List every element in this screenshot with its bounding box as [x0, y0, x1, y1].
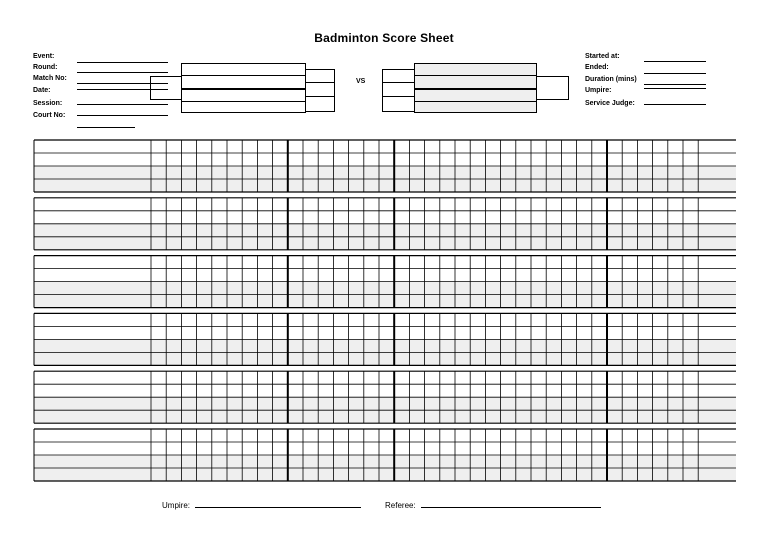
started-at-label: Started at:	[585, 53, 620, 60]
footer-umpire[interactable]	[162, 499, 361, 510]
footer-referee-line	[421, 499, 601, 508]
footer-umpire-line	[195, 499, 361, 508]
page-title: Badminton Score Sheet	[314, 31, 454, 45]
court-no-label: Court No:	[33, 112, 66, 119]
footer-referee-label: Referee:	[385, 501, 416, 510]
service-judge-label: Service Judge:	[585, 100, 635, 107]
date-label: Date:	[33, 87, 51, 94]
duration-label: Duration (mins)	[585, 76, 637, 83]
event-label: Event:	[33, 53, 55, 60]
round-label: Round:	[33, 64, 58, 71]
vs-label: VS	[356, 78, 366, 85]
footer-umpire-label: Umpire:	[162, 501, 191, 510]
session-label: Session:	[33, 100, 63, 107]
ended-label: Ended:	[585, 64, 609, 71]
match-no-label: Match No:	[33, 75, 67, 82]
footer-referee[interactable]	[385, 499, 601, 510]
umpire-label: Umpire:	[585, 87, 612, 94]
